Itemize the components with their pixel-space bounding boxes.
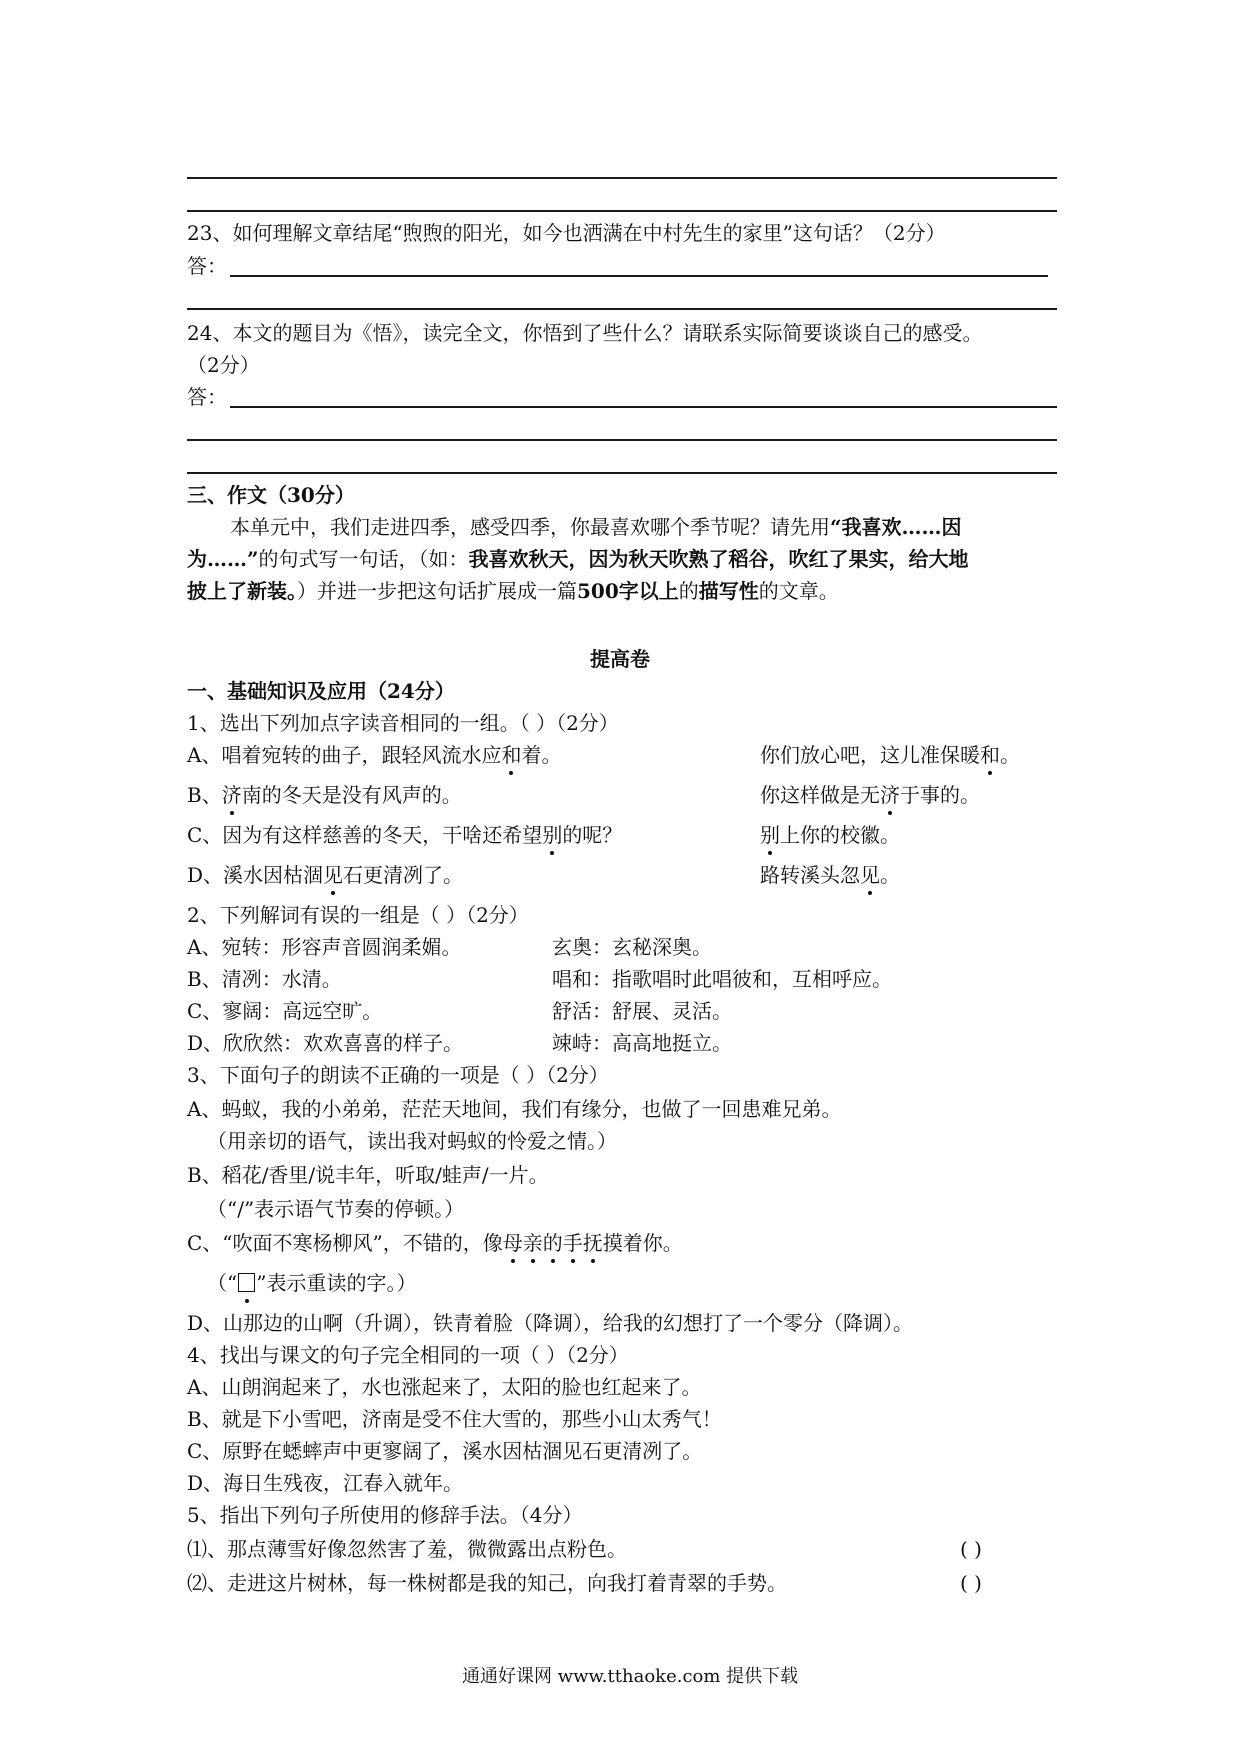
question-4: 4、找出与课文的句子完全相同的一项（ ）（2分） <box>187 1343 629 1367</box>
question-2: 2、下列解词有误的一组是（ ）（2分） <box>187 903 529 927</box>
text: 的句式写一句话，（如： <box>258 547 469 571</box>
dotted-char: 和 <box>501 743 522 767</box>
option-c-right: 舒活：舒展、灵活。 <box>552 999 732 1023</box>
text: C、因为有这样慈善的冬天，干啥还希望 <box>187 823 543 847</box>
option-c-right <box>760 822 900 848</box>
option-b: B、稻花/香里/说丰年，听取/蛙声/一片。 <box>187 1163 549 1187</box>
dotted-char: 济 <box>221 783 242 807</box>
section-heading: 一、基础知识及应用（24分） <box>187 679 455 703</box>
dotted-char: 别 <box>760 823 780 847</box>
text: 。 <box>880 863 900 887</box>
dotted-char: 济 <box>880 783 900 807</box>
text-bold: 为……” <box>187 547 259 571</box>
text: 你这样做是无 <box>760 783 880 807</box>
composition-heading: 三、作文（30分） <box>187 483 355 507</box>
composition-paragraph-line2 <box>187 546 969 572</box>
answer-label: 答： <box>187 385 227 409</box>
option-b <box>187 782 462 808</box>
text: （“ <box>207 1271 238 1295</box>
dotted-char: 和 <box>980 743 1000 767</box>
option-a: A、蚂蚁，我的小弟弟，茫茫天地间，我们有缘分，也做了一回患难兄弟。 <box>187 1097 842 1121</box>
text: 着。 <box>521 743 562 767</box>
composition-paragraph-line3 <box>187 578 839 604</box>
option-c: C、寥阔：高远空旷。 <box>187 999 383 1023</box>
sentence-2: ⑵、走进这片树林，每一株树都是我的知己，向我打着青翠的手势。 <box>187 1571 787 1595</box>
option-b-note: （“/”表示语气节奏的停顿。） <box>207 1197 465 1221</box>
option-a-right: 玄奥：玄秘深奥。 <box>552 935 712 959</box>
example-sentence: 披上了新装。 <box>187 579 297 603</box>
text: 上你的校徽。 <box>780 823 900 847</box>
option-d <box>187 862 463 888</box>
genre: 描写性 <box>698 579 759 603</box>
word-count: 500字以上 <box>577 579 679 603</box>
option-c-note <box>207 1270 416 1296</box>
text: ）并进一步把这句话扩展成一篇 <box>297 579 577 603</box>
dotted-char: 见 <box>323 863 344 887</box>
option-b: B、就是下小雪吧，济南是受不住大雪的，那些小山太秀气！ <box>187 1407 722 1431</box>
option-a: A、宛转：形容声音圆润柔媚。 <box>187 935 462 959</box>
option-a <box>187 742 561 768</box>
answer-line <box>187 177 1057 179</box>
question-24: 24、本文的题目为《悟》，读完全文，你悟到了些什么？请联系实际简要谈谈自己的感受。 <box>187 321 983 345</box>
option-d: D、山那边的山啊（升调），铁青着脸（降调），给我的幻想打了一个零分（降调）。 <box>187 1311 914 1335</box>
text: 于事的。 <box>900 783 980 807</box>
answer-line <box>187 472 1057 474</box>
text: 的呢？ <box>562 823 623 847</box>
dotted-char: 别 <box>542 823 563 847</box>
dotted-char: 的 <box>542 1231 563 1255</box>
text-bold: “我喜欢……因 <box>830 515 962 539</box>
sentence-1: ⑴、那点薄雪好像忽然害了羞，微微露出点粉色。 <box>187 1537 627 1561</box>
answer-blank: ( ) <box>960 1571 982 1595</box>
dotted-char: 见 <box>860 863 880 887</box>
question-24-score: （2分） <box>187 353 260 377</box>
answer-line <box>230 406 1057 408</box>
text: 南的冬天是没有风声的。 <box>241 783 462 807</box>
example-sentence: 我喜欢秋天，因为秋天吹熟了稻谷，吹红了果实，给大地 <box>468 547 969 571</box>
answer-line <box>187 439 1057 441</box>
option-d: D、欣欣然：欢欢喜喜的样子。 <box>187 1031 464 1055</box>
option-d-right <box>760 862 900 888</box>
text: A、唱着宛转的曲子，跟轻风流水应 <box>187 743 502 767</box>
answer-blank: ( ) <box>960 1537 982 1561</box>
option-c <box>187 1230 683 1256</box>
option-a-note: （用亲切的语气，读出我对蚂蚁的怜爱之情。） <box>207 1129 617 1153</box>
option-b-right: 唱和：指歌唱时此唱彼和，互相呼应。 <box>552 967 892 991</box>
box-symbol <box>238 1273 255 1292</box>
text: ”表示重读的字。） <box>256 1271 417 1295</box>
question-5: 5、指出下列句子所使用的修辞手法。（4分） <box>187 1503 583 1527</box>
answer-line <box>187 308 1057 310</box>
question-3: 3、下面句子的朗读不正确的一项是（ ）（2分） <box>187 1063 609 1087</box>
text: D、溪水因枯涸 <box>187 863 324 887</box>
dotted-char: 母 <box>502 1231 523 1255</box>
option-c <box>187 822 622 848</box>
dotted-char: 抚 <box>582 1231 603 1255</box>
text: B、 <box>187 783 222 807</box>
text: 路转溪头忽 <box>760 863 860 887</box>
dotted-box <box>237 1270 256 1296</box>
text: 摸着你。 <box>602 1231 683 1255</box>
option-d-right: 竦峙：高高地挺立。 <box>552 1031 732 1055</box>
text: 石更清冽了。 <box>343 863 464 887</box>
answer-line <box>230 275 1048 277</box>
option-a-right <box>760 742 1020 768</box>
footer-credit: 通通好课网 www.tthaoke.com 提供下载 <box>462 1666 799 1687</box>
section-title: 提高卷 <box>590 647 650 671</box>
option-d: D、海日生残夜，江春入就年。 <box>187 1471 464 1495</box>
dotted-char: 手 <box>562 1231 583 1255</box>
option-c: C、原野在蟋蟀声中更寥阔了，溪水因枯涸见石更清冽了。 <box>187 1439 703 1463</box>
option-a: A、山朗润起来了，水也涨起来了，太阳的脸也红起来了。 <box>187 1375 702 1399</box>
text: 你们放心吧，这儿准保暖 <box>760 743 980 767</box>
text: 的文章。 <box>758 579 839 603</box>
option-b: B、清冽：水清。 <box>187 967 342 991</box>
composition-paragraph-line1 <box>230 514 962 540</box>
dotted-char: 亲 <box>522 1231 543 1255</box>
question-1: 1、选出下列加点字读音相同的一组。（ ）（2分） <box>187 711 619 735</box>
question-23: 23、如何理解文章结尾“煦煦的阳光，如今也洒满在中村先生的家里”这句话？（2分） <box>187 221 946 245</box>
text: C、“吹面不寒杨柳风”，不错的，像 <box>187 1231 503 1255</box>
answer-line <box>187 210 1057 212</box>
text: 。 <box>1000 743 1020 767</box>
text: 的 <box>678 579 699 603</box>
option-b-right <box>760 782 980 808</box>
text: 本单元中，我们走进四季，感受四季，你最喜欢哪个季节呢？请先用 <box>230 515 830 539</box>
answer-label: 答： <box>187 254 227 278</box>
